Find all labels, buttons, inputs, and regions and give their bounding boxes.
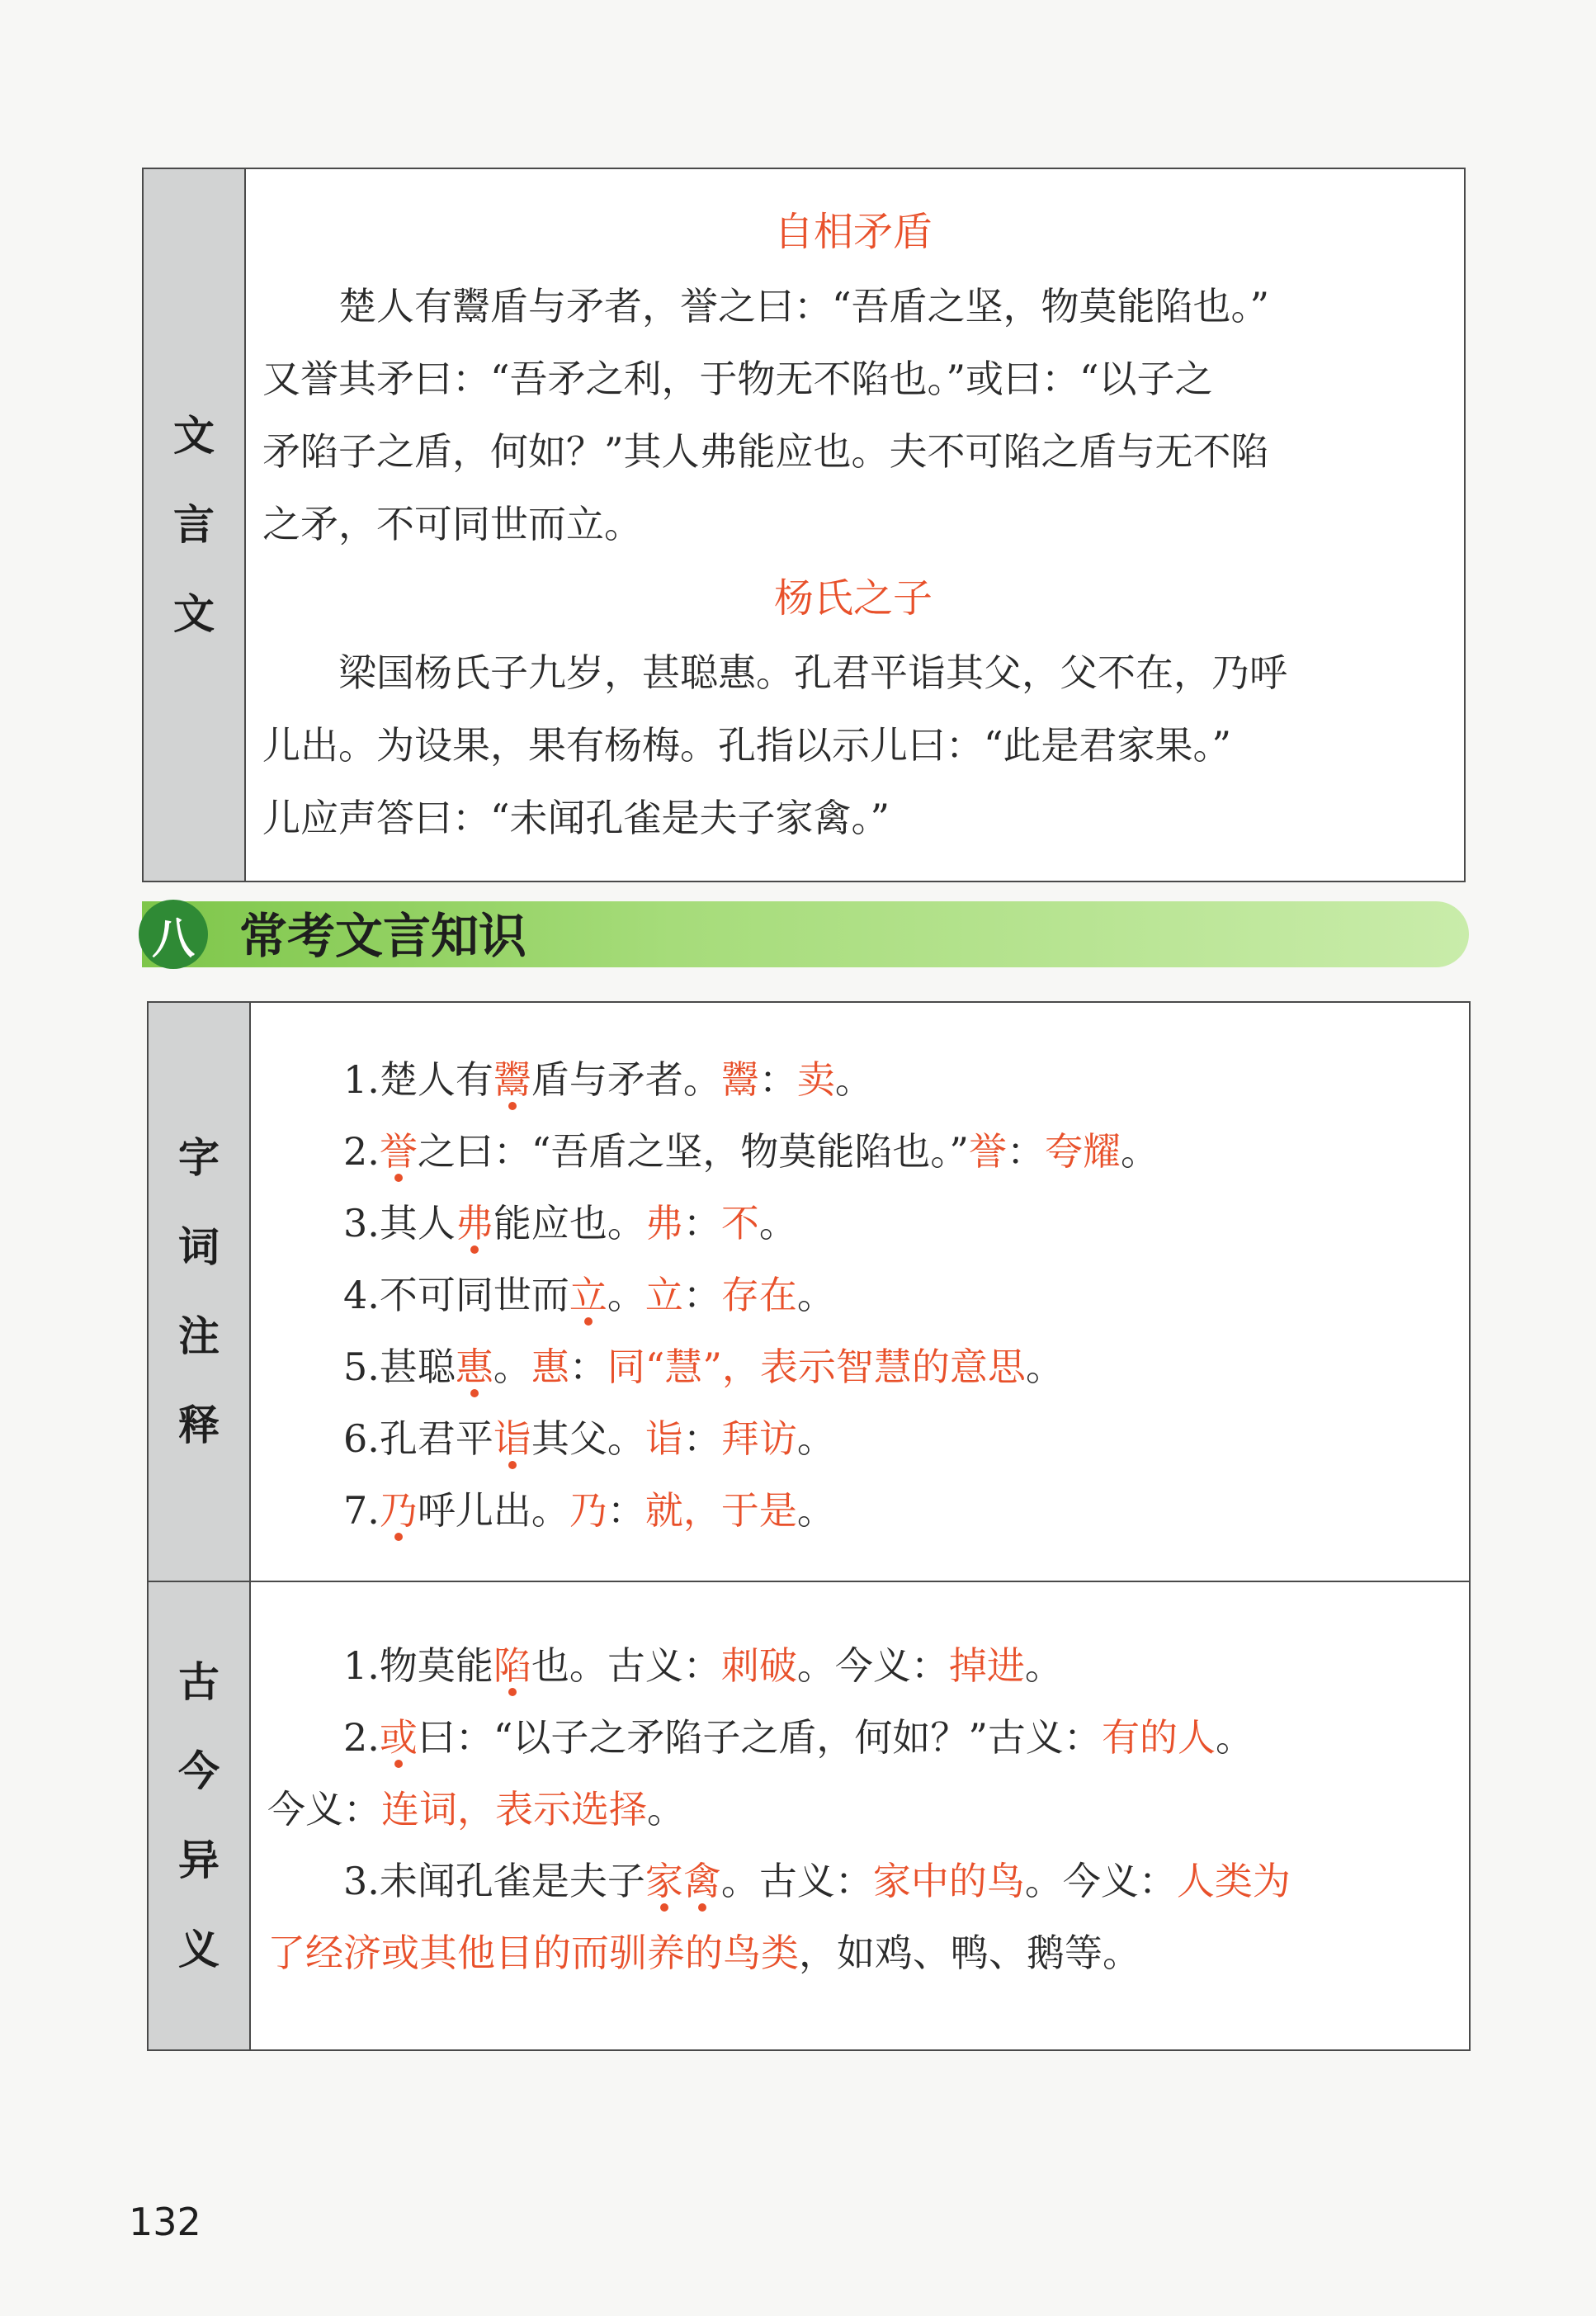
key-char: 禽 <box>682 1859 721 1903</box>
story2-title: 杨氏之子 <box>773 575 933 622</box>
key-char: 家 <box>645 1859 683 1903</box>
story1-line: 矛陷子之盾，何如？”其人弗能应也。夫不可陷之盾与无不陷 <box>262 429 1269 474</box>
page-number: 132 <box>129 2200 201 2244</box>
ancient-modern-block <box>149 1582 1469 2049</box>
story2-line: 梁国杨氏子九岁，甚聪惠。孔君平诣其父，父不在，乃呼 <box>338 650 1287 695</box>
note-item: 7.乃呼儿出。乃：就，于是。 <box>343 1488 835 1533</box>
key-word <box>645 1859 721 1903</box>
word-notes-side-label <box>149 1003 251 1581</box>
note-item: 3.其人弗能应也。弗：不。 <box>343 1201 797 1245</box>
note-item: 1.楚人有鬻盾与矛者。鬻：卖。 <box>343 1057 873 1102</box>
knowledge-box <box>147 1001 1471 2051</box>
note-item: 4.不可同世而立。立：存在。 <box>343 1273 835 1317</box>
ancient-modern-content <box>267 1630 1449 1989</box>
key-char: 弗 <box>455 1201 493 1245</box>
ancient-modern-side-label <box>149 1582 251 2049</box>
key-char: 惠 <box>455 1345 493 1389</box>
story1-title: 自相矛盾 <box>773 209 933 255</box>
side-char: 字 <box>178 1134 220 1182</box>
side-char: 义 <box>178 1926 220 1973</box>
classical-content <box>262 194 1444 854</box>
am-item-continuation: 了经济或其他目的而驯养的鸟类，如鸡、鸭、鹅等。 <box>267 1931 1140 1975</box>
story1-line: 之矛，不可同世而立。 <box>262 502 642 546</box>
side-char: 文 <box>173 590 215 638</box>
word-notes-block <box>149 1003 1469 1581</box>
note-item: 5.甚聪惠。惠：同“慧”，表示智慧的意思。 <box>343 1345 1064 1389</box>
word-notes-content <box>267 1044 1449 1547</box>
note-item: 6.孔君平诣其父。诣：拜访。 <box>343 1416 835 1461</box>
classical-text-box <box>142 168 1466 882</box>
story1-line: 楚人有鬻盾与矛者，誉之曰：“吾盾之坚，物莫能陷也。” <box>338 284 1270 328</box>
story2-line: 儿出。为设果，果有杨梅。孔指以示儿曰：“此是君家果。” <box>262 723 1232 768</box>
side-char: 言 <box>173 501 215 549</box>
side-char: 词 <box>178 1223 220 1271</box>
section-title: 常考文言知识 <box>239 908 527 964</box>
am-item: 1.物莫能陷也。古义：刺破。今义：掉进。 <box>343 1643 1063 1688</box>
key-char: 鬻 <box>493 1057 531 1102</box>
key-char: 誉 <box>379 1129 418 1174</box>
key-char: 立 <box>569 1273 607 1317</box>
side-char: 注 <box>178 1312 220 1360</box>
key-char: 诣 <box>493 1416 531 1461</box>
classical-side-label <box>144 169 246 881</box>
story1-line: 又誉其矛曰：“吾矛之利，于物无不陷也。”或曰：“以子之 <box>262 357 1213 401</box>
side-char: 今 <box>178 1747 220 1795</box>
am-item: 3.未闻孔雀是夫子家禽。古义：家中的鸟。今义：人类为 <box>343 1859 1291 1903</box>
note-item: 2.誉之曰：“吾盾之坚，物莫能陷也。”誉：夸耀。 <box>343 1129 1159 1174</box>
key-char: 或 <box>379 1715 418 1760</box>
key-char: 陷 <box>493 1643 531 1688</box>
am-item-continuation: 今义：连词，表示选择。 <box>267 1787 685 1832</box>
section-number-badge: 八 <box>139 900 208 969</box>
side-char: 异 <box>178 1836 220 1884</box>
key-char: 乃 <box>379 1488 418 1533</box>
side-char: 古 <box>178 1658 220 1706</box>
story2-line: 儿应声答曰：“未闻孔雀是夫子家禽。” <box>262 796 890 840</box>
am-item: 2.或曰：“以子之矛陷子之盾，何如？”古义：有的人。 <box>343 1715 1254 1760</box>
side-char: 释 <box>178 1401 220 1449</box>
side-char: 文 <box>173 412 215 460</box>
